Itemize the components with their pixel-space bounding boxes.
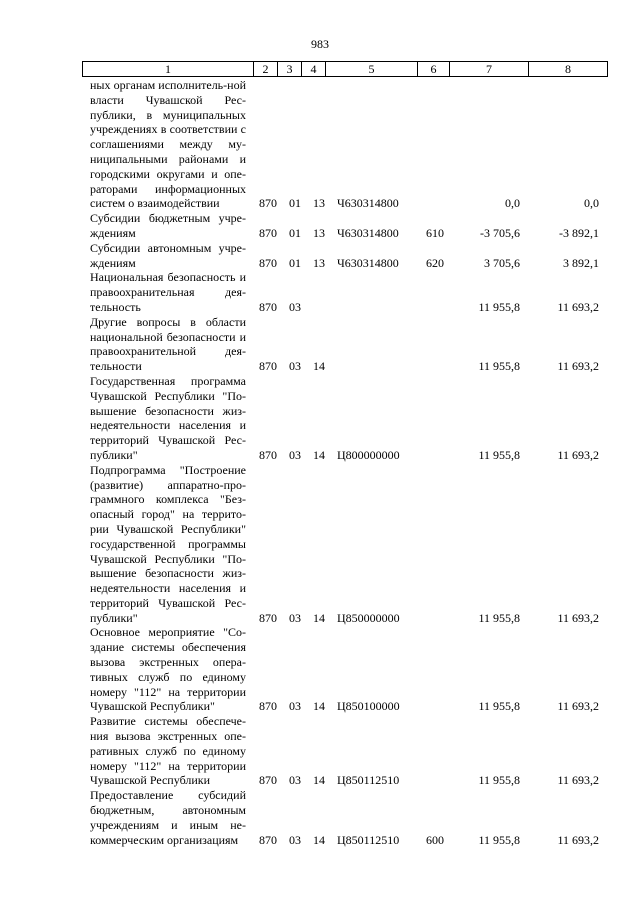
table-row [82, 625, 607, 714]
row-col-4: 14 [313, 699, 325, 714]
row-col-6: 600 [426, 832, 444, 847]
header-col-5: 5 [326, 62, 418, 77]
row-name: Субсидии автономным учре-ждениям [90, 240, 246, 270]
row-col-8: -3 892,1 [559, 225, 599, 240]
header-col-1: 1 [83, 62, 254, 77]
row-col-4: 14 [313, 447, 325, 462]
table-row [82, 78, 607, 211]
row-col-3: 01 [289, 225, 301, 240]
row-name: Предоставление субсидий бюджетным, автономным учреждениям и иным не-коммерческим организациям [90, 788, 246, 847]
row-col-8: 11 693,2 [557, 699, 599, 714]
row-col-6: 610 [426, 225, 444, 240]
row-col-7: 11 955,8 [478, 359, 520, 374]
table-header [82, 61, 608, 77]
header-col-8: 8 [529, 62, 608, 77]
row-col-7: 3 705,6 [484, 255, 520, 270]
table-body [82, 78, 607, 847]
table-row [82, 241, 607, 271]
row-col-7: 11 955,8 [478, 299, 520, 314]
row-col-3: 01 [289, 255, 301, 270]
row-col-5: Ц850112510 [337, 832, 400, 847]
row-col-5: Ч630314800 [337, 255, 399, 270]
row-name: Национальная безопасность и правоохранительная дея-тельность [90, 270, 246, 314]
row-col-2: 870 [259, 447, 277, 462]
row-name: Развитие системы обеспече-ния вызова экстренных опе-ративных служб по единому номеру "112" на территории Чувашской Республики [90, 714, 246, 788]
row-col-5: Ц850100000 [337, 699, 400, 714]
table-row [82, 714, 607, 788]
row-col-4: 14 [313, 359, 325, 374]
header-col-7: 7 [450, 62, 529, 77]
row-col-8: 3 892,1 [563, 255, 599, 270]
row-col-4: 14 [313, 832, 325, 847]
row-col-2: 870 [259, 773, 277, 788]
row-col-2: 870 [259, 225, 277, 240]
page-number: 983 [311, 37, 329, 51]
table-row [82, 788, 607, 847]
row-col-8: 11 693,2 [557, 773, 599, 788]
row-col-3: 03 [289, 699, 301, 714]
row-col-3: 03 [289, 832, 301, 847]
row-col-4: 14 [313, 610, 325, 625]
row-col-2: 870 [259, 196, 277, 211]
row-col-3: 03 [289, 773, 301, 788]
table-row [82, 463, 607, 626]
row-col-4: 13 [313, 255, 325, 270]
row-col-7: 11 955,8 [478, 447, 520, 462]
row-col-7: 11 955,8 [478, 832, 520, 847]
row-col-8: 11 693,2 [557, 359, 599, 374]
row-col-8: 0,0 [584, 196, 599, 211]
row-col-4: 14 [313, 773, 325, 788]
row-col-7: -3 705,6 [480, 225, 520, 240]
row-col-5: Ц850112510 [337, 773, 400, 788]
row-col-3: 01 [289, 196, 301, 211]
row-name: Государственная программа Чувашской Республики "По-вышение безопасности жиз-недеятельности населения и территорий Чувашской Рес-публики" [90, 373, 246, 462]
row-name: Подпрограмма "Построение (развитие) аппаратно-про-граммного комплекса "Без-опасный город" на террито-рии Чувашской Республики" государственной программы Чувашской Республики "По-вышение безопасности жиз-недеятельности населения и территорий Чувашской Рес-публики" [90, 462, 246, 625]
header-col-4: 4 [302, 62, 326, 77]
row-col-5: Ц850000000 [337, 610, 400, 625]
row-name: ных органам исполнитель-ной власти Чувашской Рес-публики, в муниципальных учреждениях в соответствии с соглашениями между му-ниципальными районами и городскими округами и опе-раторами информационных систем о взаимодействии [90, 78, 246, 211]
row-col-6: 620 [426, 255, 444, 270]
table-row [82, 315, 607, 374]
row-col-7: 11 955,8 [478, 773, 520, 788]
row-col-3: 03 [289, 610, 301, 625]
row-col-8: 11 693,2 [557, 610, 599, 625]
row-col-7: 11 955,8 [478, 610, 520, 625]
table-row [82, 374, 607, 463]
row-col-7: 0,0 [505, 196, 520, 211]
row-col-4: 13 [313, 196, 325, 211]
row-col-5: Ц800000000 [337, 447, 400, 462]
row-col-2: 870 [259, 832, 277, 847]
row-col-2: 870 [259, 610, 277, 625]
header-col-6: 6 [418, 62, 450, 77]
row-col-5: Ч630314800 [337, 196, 399, 211]
row-col-2: 870 [259, 699, 277, 714]
table-row [82, 211, 607, 241]
header-col-3: 3 [278, 62, 302, 77]
row-col-8: 11 693,2 [557, 447, 599, 462]
row-col-7: 11 955,8 [478, 699, 520, 714]
table-row [82, 270, 607, 314]
header-col-2: 2 [254, 62, 278, 77]
row-col-3: 03 [289, 359, 301, 374]
row-col-2: 870 [259, 255, 277, 270]
row-col-5: Ч630314800 [337, 225, 399, 240]
row-col-3: 03 [289, 447, 301, 462]
row-name: Субсидии бюджетным учре-ждениям [90, 211, 246, 240]
row-col-8: 11 693,2 [557, 832, 599, 847]
row-name: Основное мероприятие "Со-здание системы обеспечения вызова экстренных опера-тивных служб по единому номеру "112" на территории Чувашской Республики" [90, 625, 246, 714]
row-col-2: 870 [259, 359, 277, 374]
row-col-8: 11 693,2 [557, 299, 599, 314]
row-col-4: 13 [313, 225, 325, 240]
row-col-2: 870 [259, 299, 277, 314]
row-name: Другие вопросы в области национальной безопасности и правоохранительной дея-тельности [90, 314, 246, 374]
row-col-3: 03 [289, 299, 301, 314]
